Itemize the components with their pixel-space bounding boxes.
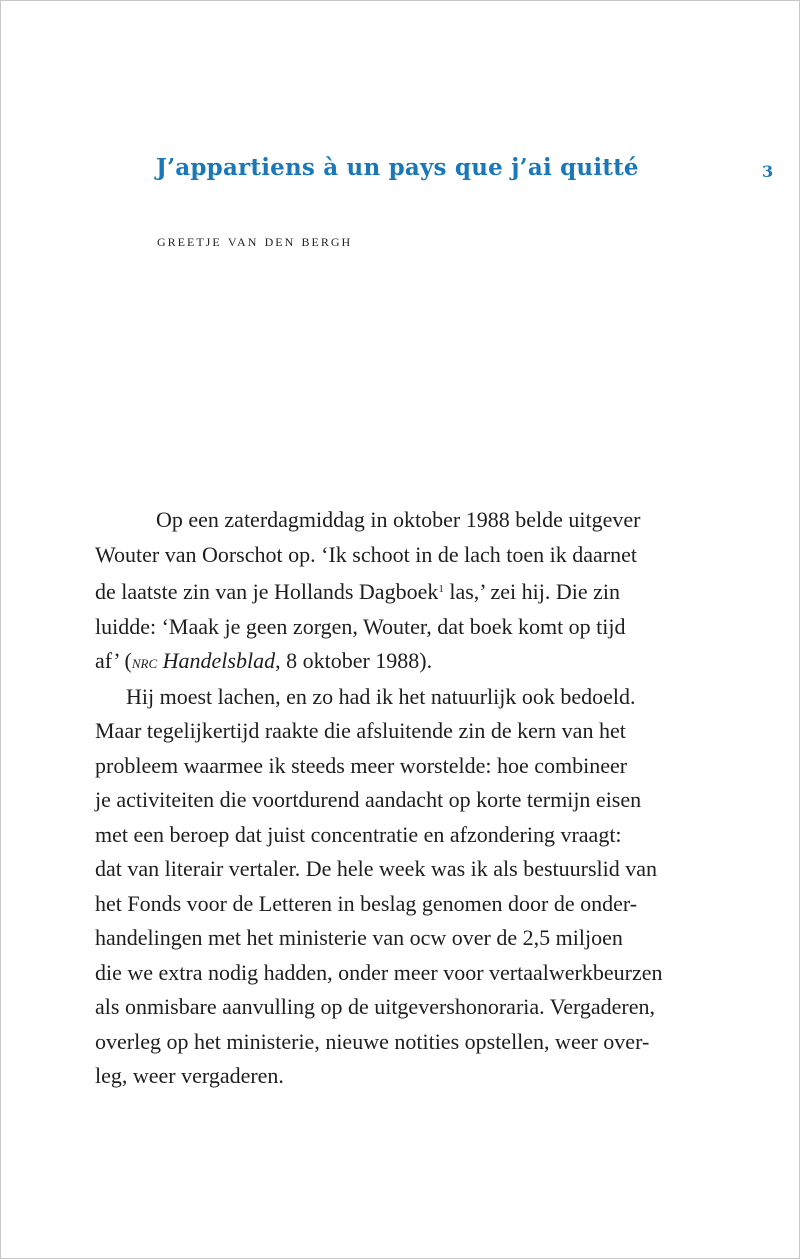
page-number: 3 (762, 162, 774, 181)
author-name: greetje van den bergh (157, 231, 353, 250)
chapter-title: J’appartiens à un pays que j’ai quitté (156, 154, 639, 181)
text-fragment: , 8 oktober 1988). (275, 648, 433, 673)
text-line: Maar tegelijkertijd raakte die afsluitende zin de kern van het (95, 718, 626, 743)
body-text (95, 503, 715, 1094)
text-line: met een beroep dat juist concentratie en afzondering vraagt: (95, 821, 622, 847)
footnote-marker: 1 (438, 583, 444, 595)
text-line: Op een zaterdagmiddag in oktober 1988 belde uitgever (156, 507, 641, 532)
text-line: als onmisbare aanvulling op de uitgevershonoraria. Vergaderen, (95, 994, 656, 1019)
text-line: Wouter van Oorschot op. ‘Ik schoot in de lach toen ik daarnet (95, 541, 637, 567)
text-line: overleg op het ministerie, nieuwe notities opstellen, weer over- (95, 1028, 650, 1054)
text-line: leg, weer vergaderen. (95, 1063, 284, 1088)
text-fragment: las,’ zei hij. Die zin (443, 579, 620, 604)
text-line: Hij moest lachen, en zo had ik het natuurlijk ook bedoeld. (126, 683, 636, 709)
text-line: luidde: ‘Maak je geen zorgen, Wouter, dat boek komt op tijd (95, 613, 626, 639)
paragraph-2 (95, 680, 715, 1094)
text-line (95, 644, 715, 680)
text-line: je activiteiten die voortdurend aandacht op korte termijn eisen (95, 787, 642, 812)
text-line: het Fonds voor de Letteren in beslag genomen door de onder- (95, 890, 638, 916)
paragraph-1 (95, 503, 715, 680)
newspaper-abbreviation: nrc (131, 652, 158, 672)
text-line: handelingen met het ministerie van ocw over de 2,5 miljoen (95, 925, 623, 950)
text-fragment: af’ ( (95, 648, 132, 673)
text-line: dat van literair vertaler. De hele week was ik als bestuurslid van (95, 856, 658, 881)
text-line: probleem waarmee ik steeds meer worstelde: hoe combineer (95, 752, 628, 778)
text-line (95, 572, 715, 610)
text-fragment: de laatste zin van je Hollands Dagboek (95, 579, 439, 604)
newspaper-name: Handelsblad (157, 648, 276, 673)
text-line: die we extra nodig hadden, onder meer voor vertaalwerkbeurzen (95, 959, 663, 985)
